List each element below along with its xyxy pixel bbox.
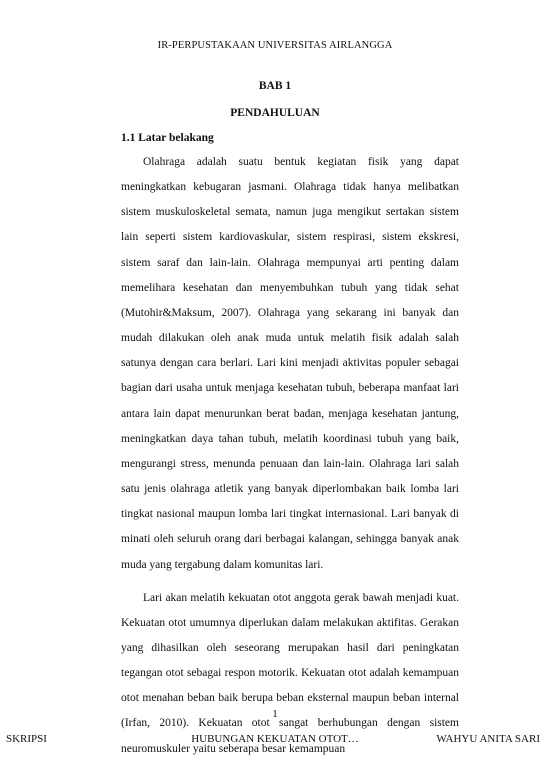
paragraph: Olahraga adalah suatu bentuk kegiatan fisik yang dapat meningkatkan kebugaran jasmani. Olahraga tidak hanya melibatkan sistem muskuloskeletal semata, namun juga mengikut sertakan sistem lain seperti sistem kardiovaskular, sistem respirasi, sistem ekskresi, sistem saraf dan lain-lain. Olahraga mempunyai arti penting dalam memelihara kesehatan dan menyembuhkan tubuh yang tidak sehat (Mutohir&Maksum, 2007). Olahraga yang sekarang ini banyak dan mudah dilakukan oleh anak muda untuk melatih fisik adalah salah satunya dengan cara berlari. Lari kini menjadi aktivitas populer sebagai bagian dari usaha untuk menjaga kesehatan tubuh, beberapa manfaat lari antara lain dapat menurunkan berat badan, menjaga kesehatan jantung, meningkatkan daya tahan tubuh, melatih koordinasi tubuh yang baik, mengurangi stress, menunda penuaan dan lain-lain. Olahraga lari salah satu jenis olahraga atletik yang banyak diperlombakan baik lomba lari tingkat nasional maupun lomba lari tingkat internasional. Lari banyak di minati oleh seluruh orang dari berbagai kalangan, sehingga banyak anak muda yang tergabung dalam komunitas lari. (121, 156, 459, 571)
footer-right: WAHYU ANITA SARI (436, 733, 540, 745)
footer-left: SKRIPSI (6, 733, 47, 745)
footer-center: HUBUNGAN KEKUATAN OTOT… (191, 733, 359, 745)
section-title: 1.1 Latar belakang (121, 132, 214, 144)
page-number: 1 (272, 708, 278, 720)
body-text (121, 150, 459, 762)
paragraph: Lari akan melatih kekuatan otot anggota gerak bawah menjadi kuat. Kekuatan otot umumnya diperlukan dalam melakukan aktifitas. Gerakan yang dihasilkan oleh seseorang merupakan hasil dari peningkatan tegangan otot sebagai respon motorik. Kekuatan otot adalah kemampuan otot menahan beban baik berupa beban eksternal maupun beban internal (Irfan, 2010). Kekuatan otot sangat berhubungan dengan sistem neuromuskuler yaitu seberapa besar kemampuan (121, 591, 459, 755)
chapter-title: PENDAHULUAN (230, 107, 320, 119)
chapter-number: BAB 1 (258, 80, 292, 92)
page-header: IR-PERPUSTAKAAN UNIVERSITAS AIRLANGGA (157, 40, 393, 51)
